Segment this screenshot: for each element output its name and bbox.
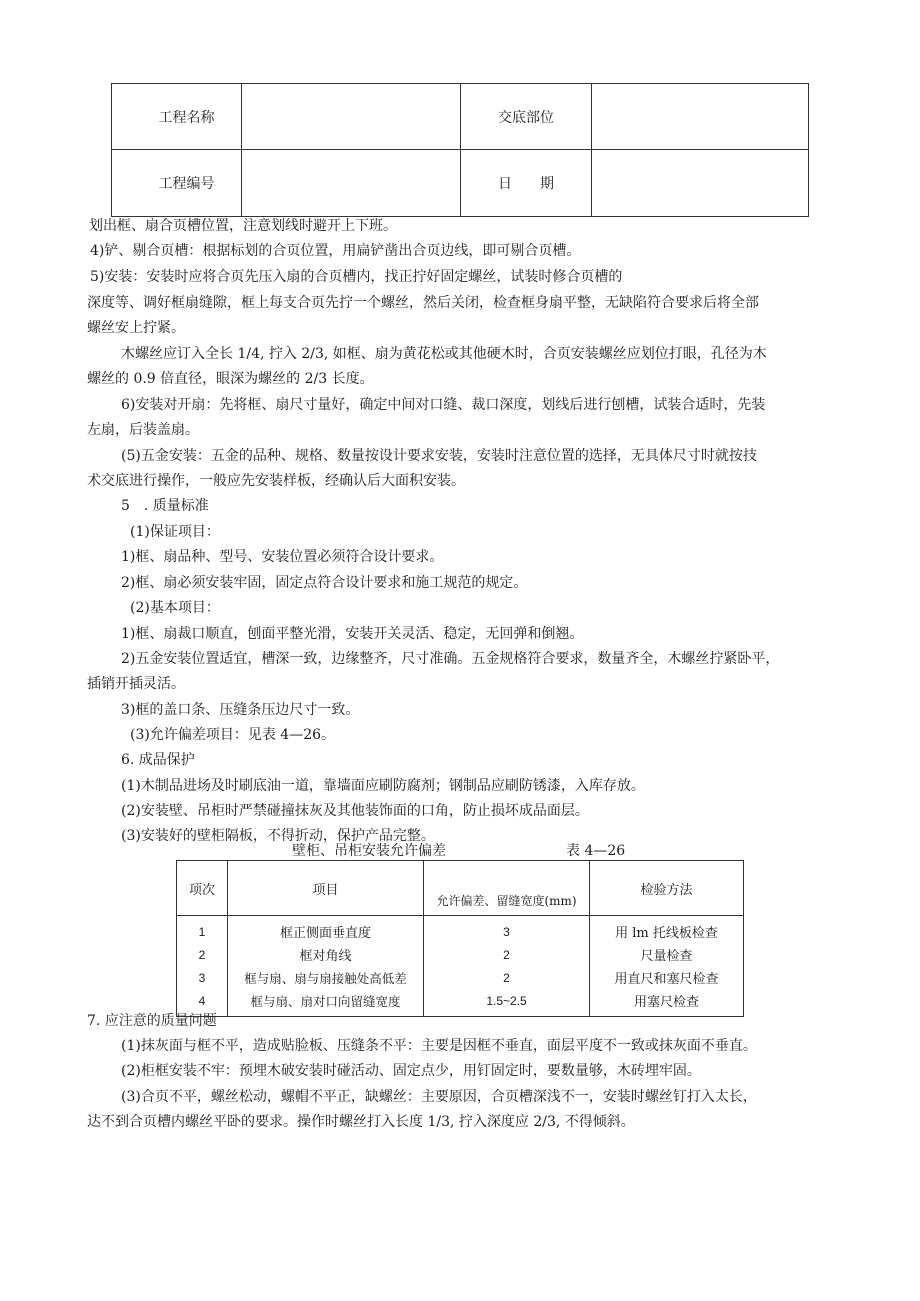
row-method: 用直尺和塞尺检查	[590, 966, 744, 989]
col-header-item: 项目	[228, 861, 424, 916]
table-row	[177, 916, 744, 944]
col-header-method: 检验方法	[590, 861, 744, 916]
row-item: 框正侧面垂直度	[228, 916, 424, 944]
project-no-label: 工程编号	[112, 150, 242, 217]
col-header-no: 项次	[177, 861, 228, 916]
paragraph: (3)合页不平，螺丝松动，螺帽不平正，缺螺丝：主要原因，合页槽深浅不一，安装时螺丝钉打入太长，	[121, 1089, 757, 1105]
row-tolerance: 1.5~2.5	[424, 989, 590, 1017]
table-row	[177, 966, 744, 989]
paragraph: 术交底进行操作，一般应先安装样板，经确认后大面积安装。	[87, 473, 465, 489]
project-name-value	[242, 84, 461, 150]
paragraph: (2)柜框安装不牢：预埋木破安装时碰活动、固定点少，用钉固定时，要数量够，木砖埋牢固。	[121, 1063, 701, 1079]
paragraph: 5)安装：安装时应将合页先压入扇的合页槽内，找正拧好固定螺丝，试装时修合页槽的	[90, 269, 623, 285]
table-caption: 壁柜、吊柜安装允许偏差	[292, 843, 446, 859]
paragraph: (1)保证项目：	[130, 524, 220, 540]
paragraph: (1)抹灰面与框不平，造成贴脸板、压缝条不平：主要是因框不垂直，面层平度不一致或抹灰面不垂直。	[121, 1038, 757, 1054]
paragraph: 1)框、扇裁口顺直，刨面平整光滑，安装开关灵活、稳定，无回弹和倒翘。	[121, 626, 584, 642]
paragraph: (2)安装壁、吊柜时严禁碰撞抹灰及其他装饰面的口角，防止损坏成品面层。	[121, 803, 589, 819]
header-info-table	[111, 83, 809, 217]
row-no: 3	[177, 966, 228, 989]
paragraph: 深度等、调好框扇缝隙，框上每支合页先拧一个螺丝，然后关闭，检查框身扇平整，无缺陷符合要求后将全部	[87, 295, 759, 311]
paragraph: 螺丝安上拧紧。	[87, 320, 185, 336]
table-row	[177, 943, 744, 966]
row-tolerance: 2	[424, 943, 590, 966]
section-heading: 6. 成品保护	[121, 752, 195, 768]
paragraph: 2)框、扇必须安装牢固，固定点符合设计要求和施工规范的规定。	[121, 575, 528, 591]
row-no: 1	[177, 916, 228, 944]
paragraph: 插销开插灵活。	[87, 676, 185, 692]
handover-part-label: 交底部位	[461, 84, 592, 150]
paragraph: 1)框、扇品种、型号、安装位置必须符合设计要求。	[121, 549, 444, 565]
row-method: 用 lm 托线板检查	[590, 916, 744, 944]
date-value	[592, 150, 809, 217]
paragraph: 2)五金安装位置适宜，槽深一致，边缘整齐，尺寸准确。五金规格符合要求，数量齐全，木螺丝拧紧卧平，	[121, 651, 780, 667]
paragraph: (3)安装好的壁柜隔板，不得折动，保护产品完整。	[121, 828, 435, 844]
project-name-label: 工程名称	[112, 84, 242, 150]
paragraph: 达不到合页槽内螺丝平卧的要求。操作时螺丝打入长度 1/3, 拧入深度应 2/3, 不得倾斜。	[87, 1114, 635, 1130]
row-method: 尺量检查	[590, 943, 744, 966]
section-heading: 7. 应注意的质量问题	[87, 1013, 217, 1029]
paragraph: (1)木制品进场及时刷底油一道，靠墙面应刷防腐剂；钢制品应刷防锈漆，入库存放。	[121, 778, 645, 794]
paragraph: 4)铲、剔合页槽：根据标划的合页位置，用扁铲凿出合页边线，即可剔合页槽。	[90, 243, 581, 259]
paragraph: 螺丝的 0.9 倍直径，眼深为螺丝的 2/3 长度。	[87, 371, 374, 387]
handover-part-value	[592, 84, 809, 150]
tolerance-table	[176, 860, 744, 1017]
paragraph: 左扇，后装盖扇。	[87, 422, 199, 438]
row-item: 框与扇、扇对口向留缝宽度	[228, 989, 424, 1017]
row-tolerance: 3	[424, 916, 590, 944]
paragraph: 3)框的盖口条、压缝条压边尺寸一致。	[121, 702, 360, 718]
paragraph: (5)五金安装：五金的品种、规格、数量按设计要求安装，安装时注意位置的选择，无具体尺寸时就按技	[121, 448, 757, 464]
table-row	[177, 989, 744, 1017]
project-no-value	[242, 150, 461, 217]
row-item: 框与扇、扇与扇接触处高低差	[228, 966, 424, 989]
col-header-tolerance: 允许偏差、留缝宽度(mm)	[424, 861, 590, 916]
row-method: 用塞尺检查	[590, 989, 744, 1017]
section-heading: 5 . 质量标准	[121, 498, 209, 514]
row-no: 4	[177, 989, 228, 1017]
paragraph: (2)基本项目：	[130, 600, 220, 616]
paragraph: 划出框、扇合页槽位置，注意划线时避开上下班。	[89, 218, 397, 234]
date-label: 日 期	[461, 150, 592, 217]
paragraph: 6)安装对开扇：先将框、扇尺寸量好，确定中间对口缝、裁口深度，划线后进行刨槽，试装合适时，先装	[121, 397, 766, 413]
paragraph: (3)允许偏差项目：见表 4—26。	[130, 727, 336, 743]
row-no: 2	[177, 943, 228, 966]
row-tolerance: 2	[424, 966, 590, 989]
row-item: 框对角线	[228, 943, 424, 966]
table-number: 表 4—26	[566, 843, 626, 859]
paragraph: 木螺丝应订入全长 1/4, 拧入 2/3, 如框、扇为黄花松或其他硬木时，合页安装螺丝应划位打眼，孔径为木	[121, 346, 767, 362]
